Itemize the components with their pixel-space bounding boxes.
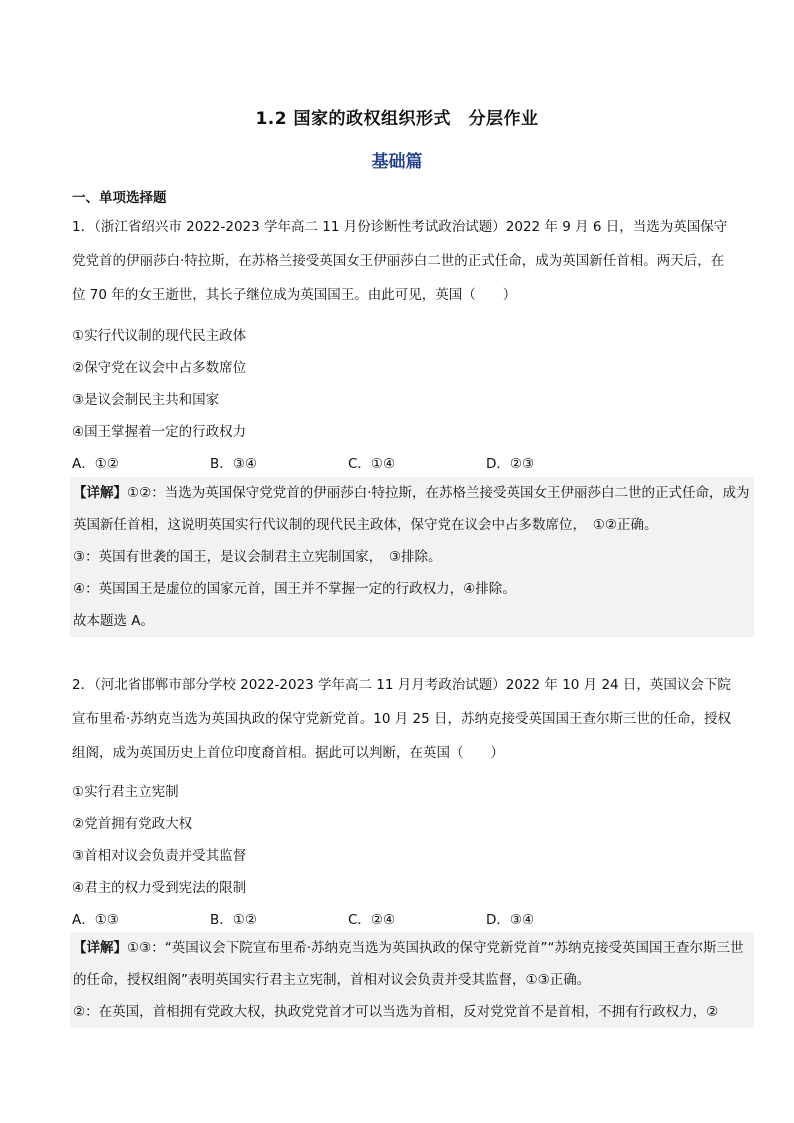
question-1-item: ①实行代议制的现代民主政体 <box>72 328 247 344</box>
question-1-item: ②保守党在议会中占多数席位 <box>72 360 247 376</box>
section-heading: 一、单项选择题 <box>72 190 167 206</box>
question-2-item: ②党首拥有党政大权 <box>72 816 193 832</box>
answer-text: ①②：当选为英国保守党党首的伊丽莎白·特拉斯，在苏格兰接受英国女王伊丽莎白二世的正式任命，成为英国新任首相，这说明英国实行代议制的现代民主政体，保守党在议会中占多数席位， ①②正确。 <box>73 485 750 533</box>
option-c: C．①④ <box>348 456 396 472</box>
question-2-options <box>72 908 672 928</box>
page-subtitle: 基础篇 <box>371 152 423 172</box>
question-1-stem: 1．（浙江省绍兴市 2022-2023 学年高二 11 月份诊断性考试政治试题）2022 年 9 月 6 日，当选为英国保守党党首的伊丽莎白·特拉斯，在苏格兰接受英国女王伊丽莎白二世的正式任命，成为英国新任首相。两天后，在位 70 年的女王逝世，其长子继位成为英国国王。由此可见，英国（ ） <box>72 219 728 303</box>
option-c: C．②④ <box>348 912 396 928</box>
question-2-stem: 2．（河北省邯郸市部分学校 2022-2023 学年高二 11 月月考政治试题）2022 年 10 月 24 日，英国议会下院宣布里希·苏纳克当选为英国执政的保守党新党首。10 月 25 日，苏纳克接受英国国王查尔斯三世的任命，授权组阁，成为英国历史上首位印度裔首相。据此可以判断，在英国（ ） <box>72 677 732 761</box>
question-1-options <box>72 452 672 472</box>
option-b: B．①② <box>210 912 257 928</box>
answer-text: ④：英国国王是虚位的国家元首，国王并不掌握一定的行政权力，④排除。 <box>73 581 516 597</box>
answer-label: 【详解】 <box>73 940 127 956</box>
option-d: D．③④ <box>486 912 535 928</box>
question-1-item: ④国王掌握着一定的行政权力 <box>72 424 247 440</box>
question-2-item: ①实行君主立宪制 <box>72 784 179 800</box>
question-2-item: ③首相对议会负责并受其监督 <box>72 848 247 864</box>
answer-text: ①③：“英国议会下院宣布里希·苏纳克当选为英国执政的保守党新党首”“苏纳克接受英国国王查尔斯三世的任命，授权组阁”表明英国实行君主立宪制，首相对议会负责并受其监督，①③正确。 <box>73 940 744 988</box>
page-title: 1.2 国家的政权组织形式 分层作业 <box>255 109 539 129</box>
question-1-item: ③是议会制民主共和国家 <box>72 392 220 408</box>
answer-text: 故本题选 A。 <box>73 613 155 629</box>
option-a: A．①③ <box>72 912 119 928</box>
answer-text: ③：英国有世袭的国王，是议会制君主立宪制国家， ③排除。 <box>73 549 442 565</box>
option-d: D．②③ <box>486 456 535 472</box>
question-2-answer <box>70 932 754 1028</box>
answer-text: ②：在英国，首相拥有党政大权，执政党党首才可以当选为首相，反对党党首不是首相，不拥有行政权力，② <box>73 1004 719 1020</box>
question-1-answer <box>70 477 754 637</box>
answer-label: 【详解】 <box>73 485 127 501</box>
option-b: B．③④ <box>210 456 257 472</box>
option-a: A．①② <box>72 456 119 472</box>
question-2-item: ④君主的权力受到宪法的限制 <box>72 880 247 896</box>
